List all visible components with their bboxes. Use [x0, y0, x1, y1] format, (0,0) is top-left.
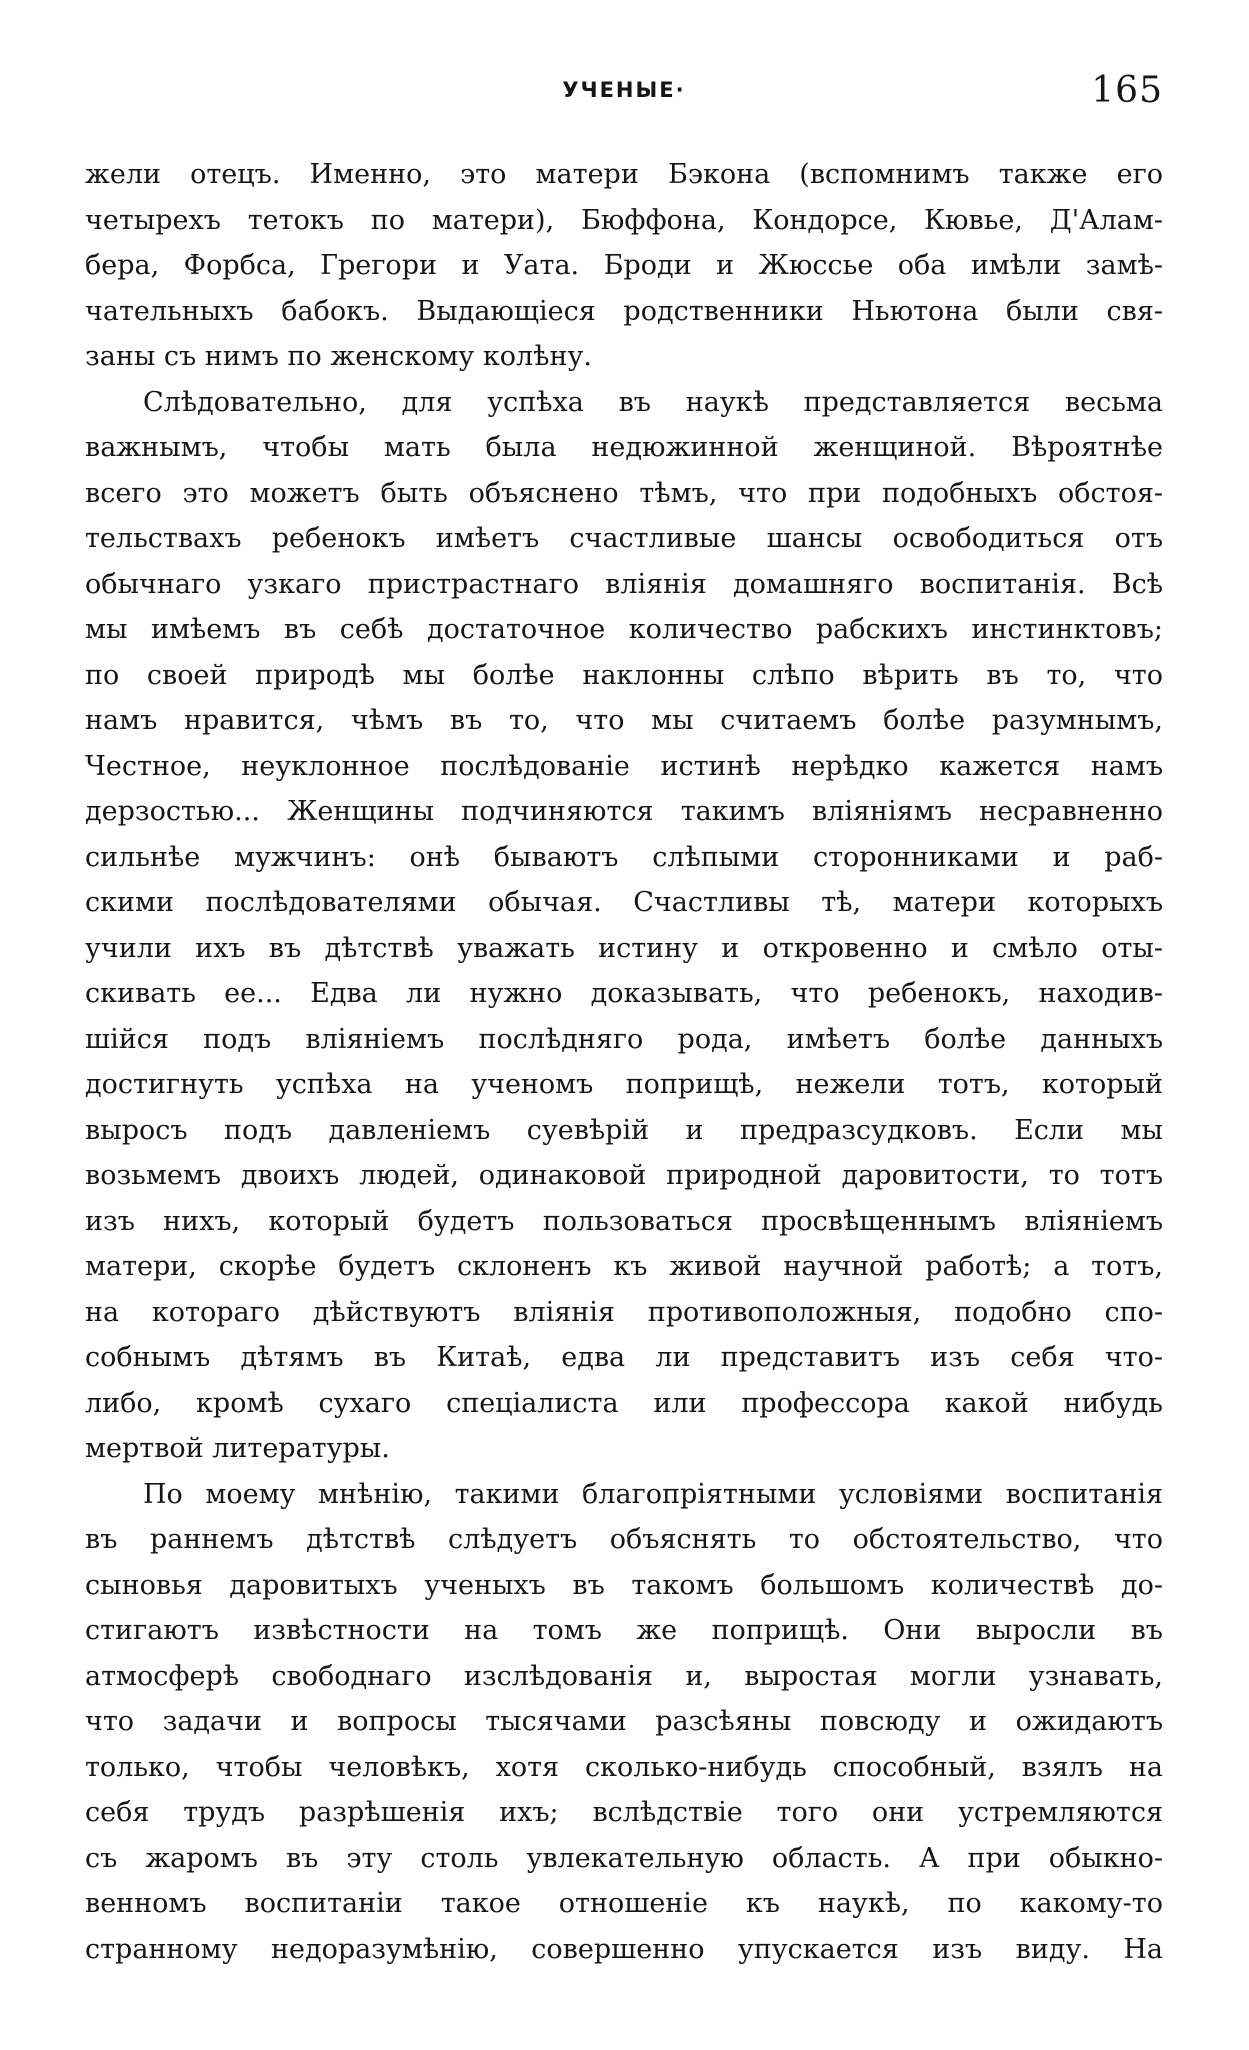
- text-line: сильнѣе мужчинъ: онѣ бываютъ слѣпыми сторонниками и раб-: [85, 841, 1163, 873]
- text-line: мертвой литературы.: [85, 1433, 390, 1464]
- page-number: 165: [1091, 70, 1163, 111]
- text-line: достигнуть успѣха на ученомъ поприщѣ, нежели тотъ, который: [85, 1069, 1163, 1100]
- text-line: дерзостью... Женщины подчиняются такимъ вліяніямъ несравненно: [85, 796, 1163, 827]
- text-line: по своей природѣ мы болѣе наклонны слѣпо вѣрить въ то, что: [85, 659, 1163, 691]
- running-head-title: УЧЕНЫЕ·: [562, 78, 686, 102]
- text-line: только, чтобы человѣкъ, хотя сколько-нибудь способный, взялъ на: [85, 1751, 1163, 1783]
- text-line: важнымъ, чтобы мать была недюжинной женщиной. Вѣроятнѣе: [85, 432, 1163, 463]
- text-line: тельствахъ ребенокъ имѣетъ счастливые шансы освободиться отъ: [85, 523, 1163, 554]
- text-line: всего это можетъ быть объяснено тѣмъ, что при подобныхъ обстоя-: [85, 477, 1163, 509]
- text-line: По моему мнѣнію, такими благопріятными условіями воспитанія: [143, 1478, 1163, 1510]
- text-line: матери, скорѣе будетъ склоненъ къ живой научной работѣ; а тотъ,: [85, 1251, 1163, 1282]
- text-line: атмосферѣ свободнаго изслѣдованія и, выростая могли узнавать,: [85, 1660, 1163, 1692]
- body-text: [85, 152, 1163, 1972]
- running-head: [85, 70, 1163, 120]
- text-line: на котораго дѣйствуютъ вліянія противоположныя, подобно спо-: [85, 1296, 1163, 1328]
- text-line: выросъ подъ давленіемъ суевѣрій и предразсудковъ. Если мы: [85, 1114, 1163, 1146]
- text-line: Слѣдовательно, для успѣха въ наукѣ представляется весьма: [143, 386, 1163, 418]
- text-line: учили ихъ въ дѣтствѣ уважать истину и откровенно и смѣло оты-: [85, 932, 1163, 964]
- text-line: странному недоразумѣнію, совершенно упускается изъ виду. На: [85, 1933, 1163, 1965]
- text-line: четырехъ тетокъ по матери), Бюффона, Кондорсе, Кювье, Д'Алам-: [85, 204, 1163, 236]
- text-line: бера, Форбса, Грегори и Уата. Броди и Жюссье оба имѣли замѣ-: [85, 250, 1163, 281]
- text-line: возьмемъ двоихъ людей, одинаковой природной даровитости, то тотъ: [85, 1160, 1163, 1191]
- text-line: намъ нравится, чѣмъ въ то, что мы считаемъ болѣе разумнымъ,: [85, 705, 1163, 736]
- text-line: заны съ нимъ по женскому колѣну.: [85, 341, 592, 372]
- text-line: либо, кромѣ сухаго спеціалиста или профессора какой нибудь: [85, 1387, 1163, 1419]
- text-line: сыновья даровитыхъ ученыхъ въ такомъ большомъ количествѣ до-: [85, 1569, 1163, 1601]
- text-line: Честное, неуклонное послѣдованіе истинѣ нерѣдко кажется намъ: [85, 750, 1163, 782]
- text-line: въ раннемъ дѣтствѣ слѣдуетъ объяснять то обстоятельство, что: [85, 1524, 1163, 1555]
- text-line: изъ нихъ, который будетъ пользоваться просвѣщеннымъ вліяніемъ: [85, 1205, 1163, 1237]
- text-line: что задачи и вопросы тысячами разсѣяны повсюду и ожидаютъ: [85, 1706, 1163, 1737]
- text-line: жели отецъ. Именно, это матери Бэкона (вспомнимъ также его: [85, 159, 1163, 190]
- text-line: скивать ее... Едва ли нужно доказывать, что ребенокъ, находив-: [85, 978, 1163, 1009]
- text-line: собнымъ дѣтямъ въ Китаѣ, едва ли представитъ изъ себя что-: [85, 1342, 1163, 1373]
- text-line: обычнаго узкаго пристрастнаго вліянія домашняго воспитанія. Всѣ: [85, 568, 1163, 600]
- text-line: стигаютъ извѣстности на томъ же поприщѣ. Они выросли въ: [85, 1615, 1163, 1646]
- text-line: венномъ воспитаніи такое отношеніе къ наукѣ, по какому-то: [85, 1888, 1163, 1919]
- text-line: мы имѣемъ въ себѣ достаточное количество рабскихъ инстинктовъ;: [85, 614, 1163, 645]
- text-line: чательныхъ бабокъ. Выдающіеся родственники Ньютона были свя-: [85, 295, 1163, 327]
- text-line: скими послѣдователями обычая. Счастливы тѣ, матери которыхъ: [85, 887, 1163, 918]
- text-line: себя трудъ разрѣшенія ихъ; вслѣдствіе того они устремляются: [85, 1797, 1163, 1828]
- text-line: шійся подъ вліяніемъ послѣдняго рода, имѣетъ болѣе данныхъ: [85, 1023, 1163, 1055]
- text-line: съ жаромъ въ эту столь увлекательную область. А при обыкно-: [85, 1842, 1163, 1874]
